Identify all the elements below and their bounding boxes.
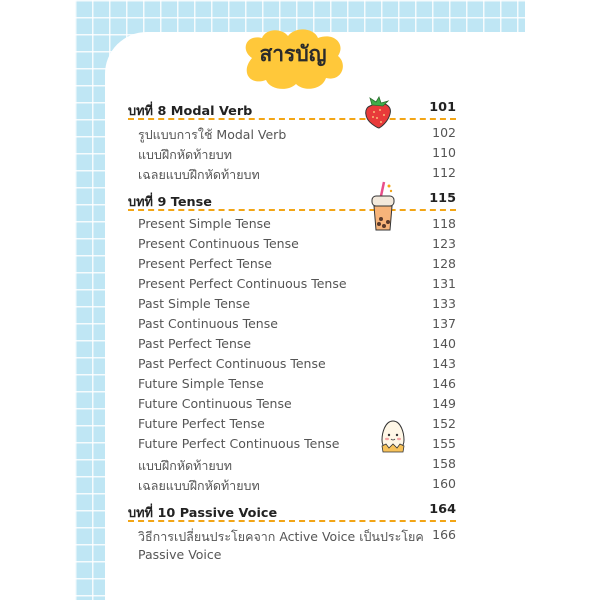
toc-item-label: Past Simple Tense — [138, 296, 251, 311]
toc-title: สารบัญ — [259, 42, 327, 66]
toc-item-page: 140 — [432, 336, 456, 351]
toc-item-label: Present Simple Tense — [138, 216, 271, 231]
toc-item-label: Present Perfect Tense — [138, 256, 272, 271]
toc-item-page: 133 — [432, 296, 456, 311]
chapter-page: 115 — [429, 191, 456, 206]
toc-item[interactable] — [128, 525, 456, 545]
toc-item-page: 123 — [432, 236, 456, 251]
chapter-divider — [128, 520, 456, 522]
strawberry-icon — [362, 96, 394, 130]
chapter-label: บทที่ 8 Modal Verb — [128, 104, 253, 119]
toc-item-label: เฉลยแบบฝึกหัดท้ายบท — [138, 478, 260, 493]
chapter-divider — [128, 118, 456, 120]
chapter-row-8[interactable] — [128, 100, 456, 120]
toc-item-label: Future Continuous Tense — [138, 396, 292, 411]
toc-item[interactable] — [128, 314, 456, 334]
chapter-row-9[interactable] — [128, 191, 456, 211]
toc-item[interactable] — [128, 163, 456, 183]
toc-item-page: 102 — [432, 125, 456, 140]
toc-item-page: 112 — [432, 165, 456, 180]
chapter-label: บทที่ 10 Passive Voice — [128, 506, 278, 521]
toc-item[interactable] — [128, 254, 456, 274]
toc-item-label: Past Perfect Tense — [138, 336, 252, 351]
toc-item-label: เฉลยแบบฝึกหัดท้ายบท — [138, 167, 260, 182]
toc-item-label: แบบฝึกหัดท้ายบท — [138, 147, 232, 162]
toc-item-page: 143 — [432, 356, 456, 371]
chapter-page: 164 — [429, 502, 456, 517]
toc-item-label: แบบฝึกหัดท้ายบท — [138, 458, 232, 473]
toc-item-label: รูปแบบการใช้ Modal Verb — [138, 127, 287, 142]
toc-item[interactable] — [128, 274, 456, 294]
chapter-label: บทที่ 9 Tense — [128, 195, 212, 210]
toc-item-page: 149 — [432, 396, 456, 411]
toc-item-label: Future Perfect Continuous Tense — [138, 436, 340, 451]
toc-item[interactable] — [128, 454, 456, 474]
toc-item-page: 155 — [432, 436, 456, 451]
toc-item[interactable] — [128, 374, 456, 394]
toc-item[interactable] — [128, 334, 456, 354]
toc-item-page: 118 — [432, 216, 456, 231]
chapter-page: 101 — [429, 100, 456, 115]
toc-item[interactable] — [128, 354, 456, 374]
toc-item-label: Present Perfect Continuous Tense — [138, 276, 347, 291]
toc-item[interactable] — [128, 394, 456, 414]
bubble-tea-icon — [368, 180, 398, 234]
toc-item-label: Passive Voice — [138, 547, 222, 562]
toc-item[interactable] — [128, 545, 456, 565]
toc-item[interactable] — [128, 474, 456, 494]
toc-item-label: Present Continuous Tense — [138, 236, 299, 251]
toc-item[interactable] — [128, 234, 456, 254]
toc-item-page: 152 — [432, 416, 456, 431]
chapter-row-10[interactable] — [128, 502, 456, 522]
toc-item-page: 128 — [432, 256, 456, 271]
toc-item[interactable] — [128, 214, 456, 234]
toc-item-page: 110 — [432, 145, 456, 160]
toc-item-label: Past Perfect Continuous Tense — [138, 356, 326, 371]
toc-item-page: 131 — [432, 276, 456, 291]
toc-item-page: 158 — [432, 456, 456, 471]
toc-item-label: Future Perfect Tense — [138, 416, 265, 431]
toc-item-page: 160 — [432, 476, 456, 491]
egg-character-icon — [378, 418, 408, 456]
toc-item-label: Past Continuous Tense — [138, 316, 278, 331]
toc-item[interactable] — [128, 143, 456, 163]
toc-item-label: Future Simple Tense — [138, 376, 264, 391]
toc-item-page: 146 — [432, 376, 456, 391]
toc-item[interactable] — [128, 294, 456, 314]
toc-item[interactable] — [128, 123, 456, 143]
toc-item-page: 137 — [432, 316, 456, 331]
chapter-divider — [128, 209, 456, 211]
toc-item-page: 166 — [432, 527, 456, 542]
toc-item-label: วิธีการเปลี่ยนประโยคจาก Active Voice เป็นประโยค — [138, 529, 424, 544]
